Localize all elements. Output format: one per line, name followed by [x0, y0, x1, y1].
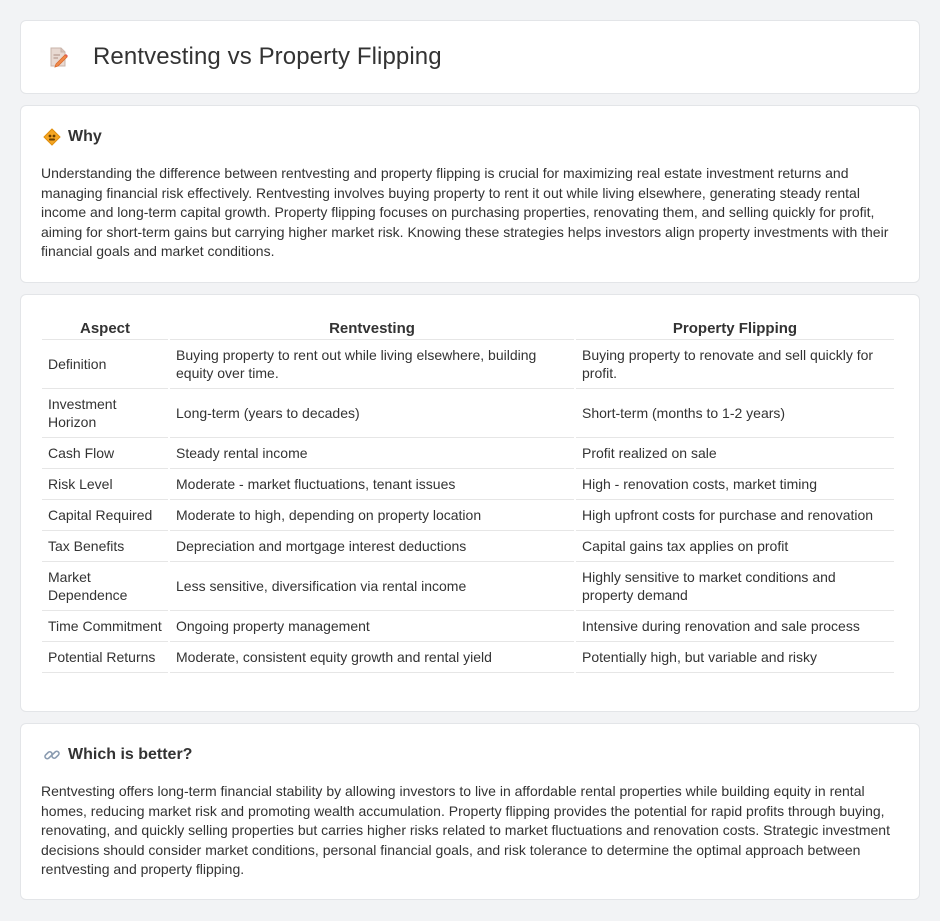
flipping-cell: Intensive during renovation and sale process — [576, 611, 894, 642]
comparison-table — [40, 316, 896, 673]
diamond-caution-icon — [43, 128, 61, 146]
rentvesting-cell: Moderate, consistent equity growth and rental yield — [170, 642, 574, 673]
aspect-cell: Investment Horizon — [42, 389, 168, 438]
why-section — [20, 105, 920, 283]
table-row — [42, 531, 894, 562]
aspect-cell: Capital Required — [42, 500, 168, 531]
which-is-better-section — [20, 723, 920, 900]
rentvesting-cell: Buying property to rent out while living elsewhere, building equity over time. — [170, 340, 574, 389]
flipping-cell: Potentially high, but variable and risky — [576, 642, 894, 673]
table-row — [42, 389, 894, 438]
table-row — [42, 438, 894, 469]
table-row — [42, 611, 894, 642]
table-row — [42, 500, 894, 531]
rentvesting-cell: Moderate to high, depending on property location — [170, 500, 574, 531]
header-rentvesting: Rentvesting — [170, 316, 574, 340]
aspect-cell: Cash Flow — [42, 438, 168, 469]
title-card — [20, 20, 920, 94]
header-property-flipping: Property Flipping — [576, 316, 894, 340]
flipping-cell: Short-term (months to 1-2 years) — [576, 389, 894, 438]
aspect-cell: Time Commitment — [42, 611, 168, 642]
why-text: Understanding the difference between rentvesting and property flipping is crucial for maximizing real estate investment returns and managing financial risk effectively. Rentvesting involves buying property to rent it out while living elsewhere, generating steady rental income and long-term capital growth. Property flipping focuses on purchasing properties, renovating them, and selling quickly for profit, aiming for short-term gains but carrying higher market risk. Knowing these strategies helps investors align property investments with their financial goals and market conditions. — [41, 165, 889, 260]
table-header-row — [42, 316, 894, 340]
rentvesting-cell: Ongoing property management — [170, 611, 574, 642]
document-pencil-icon — [47, 46, 69, 68]
link-icon — [43, 746, 61, 764]
rentvesting-cell: Less sensitive, diversification via rental income — [170, 562, 574, 611]
rentvesting-cell: Moderate - market fluctuations, tenant issues — [170, 469, 574, 500]
flipping-cell: High upfront costs for purchase and renovation — [576, 500, 894, 531]
aspect-cell: Potential Returns — [42, 642, 168, 673]
why-title: Why — [68, 128, 102, 145]
aspect-cell: Definition — [42, 340, 168, 389]
table-row — [42, 642, 894, 673]
aspect-cell: Risk Level — [42, 469, 168, 500]
flipping-cell: Profit realized on sale — [576, 438, 894, 469]
rentvesting-cell: Steady rental income — [170, 438, 574, 469]
flipping-cell: High - renovation costs, market timing — [576, 469, 894, 500]
table-row — [42, 562, 894, 611]
table-row — [42, 340, 894, 389]
page-title: Rentvesting vs Property Flipping — [93, 43, 442, 70]
comparison-table-card — [20, 294, 920, 712]
rentvesting-cell: Depreciation and mortgage interest deductions — [170, 531, 574, 562]
aspect-cell: Tax Benefits — [42, 531, 168, 562]
better-heading — [41, 746, 899, 764]
better-text: Rentvesting offers long-term financial stability by allowing investors to live in affordable rental properties while building equity in rental homes, reducing market risk and promoting wealth accumulation. Property flipping provides the potential for rapid profits through buying, renovating, and quickly selling properties but carries higher risks related to market fluctuations and renovation costs. Strategic investment decisions should consider market conditions, personal financial goals, and risk tolerance to determine the optimal approach between rentvesting and property flipping. — [41, 783, 890, 878]
aspect-cell: Market Dependence — [42, 562, 168, 611]
rentvesting-cell: Long-term (years to decades) — [170, 389, 574, 438]
table-row — [42, 469, 894, 500]
flipping-cell: Highly sensitive to market conditions and property demand — [576, 562, 894, 611]
flipping-cell: Capital gains tax applies on profit — [576, 531, 894, 562]
flipping-cell: Buying property to renovate and sell quickly for profit. — [576, 340, 894, 389]
better-title: Which is better? — [68, 746, 193, 763]
header-aspect: Aspect — [42, 316, 168, 340]
why-heading — [41, 128, 899, 146]
